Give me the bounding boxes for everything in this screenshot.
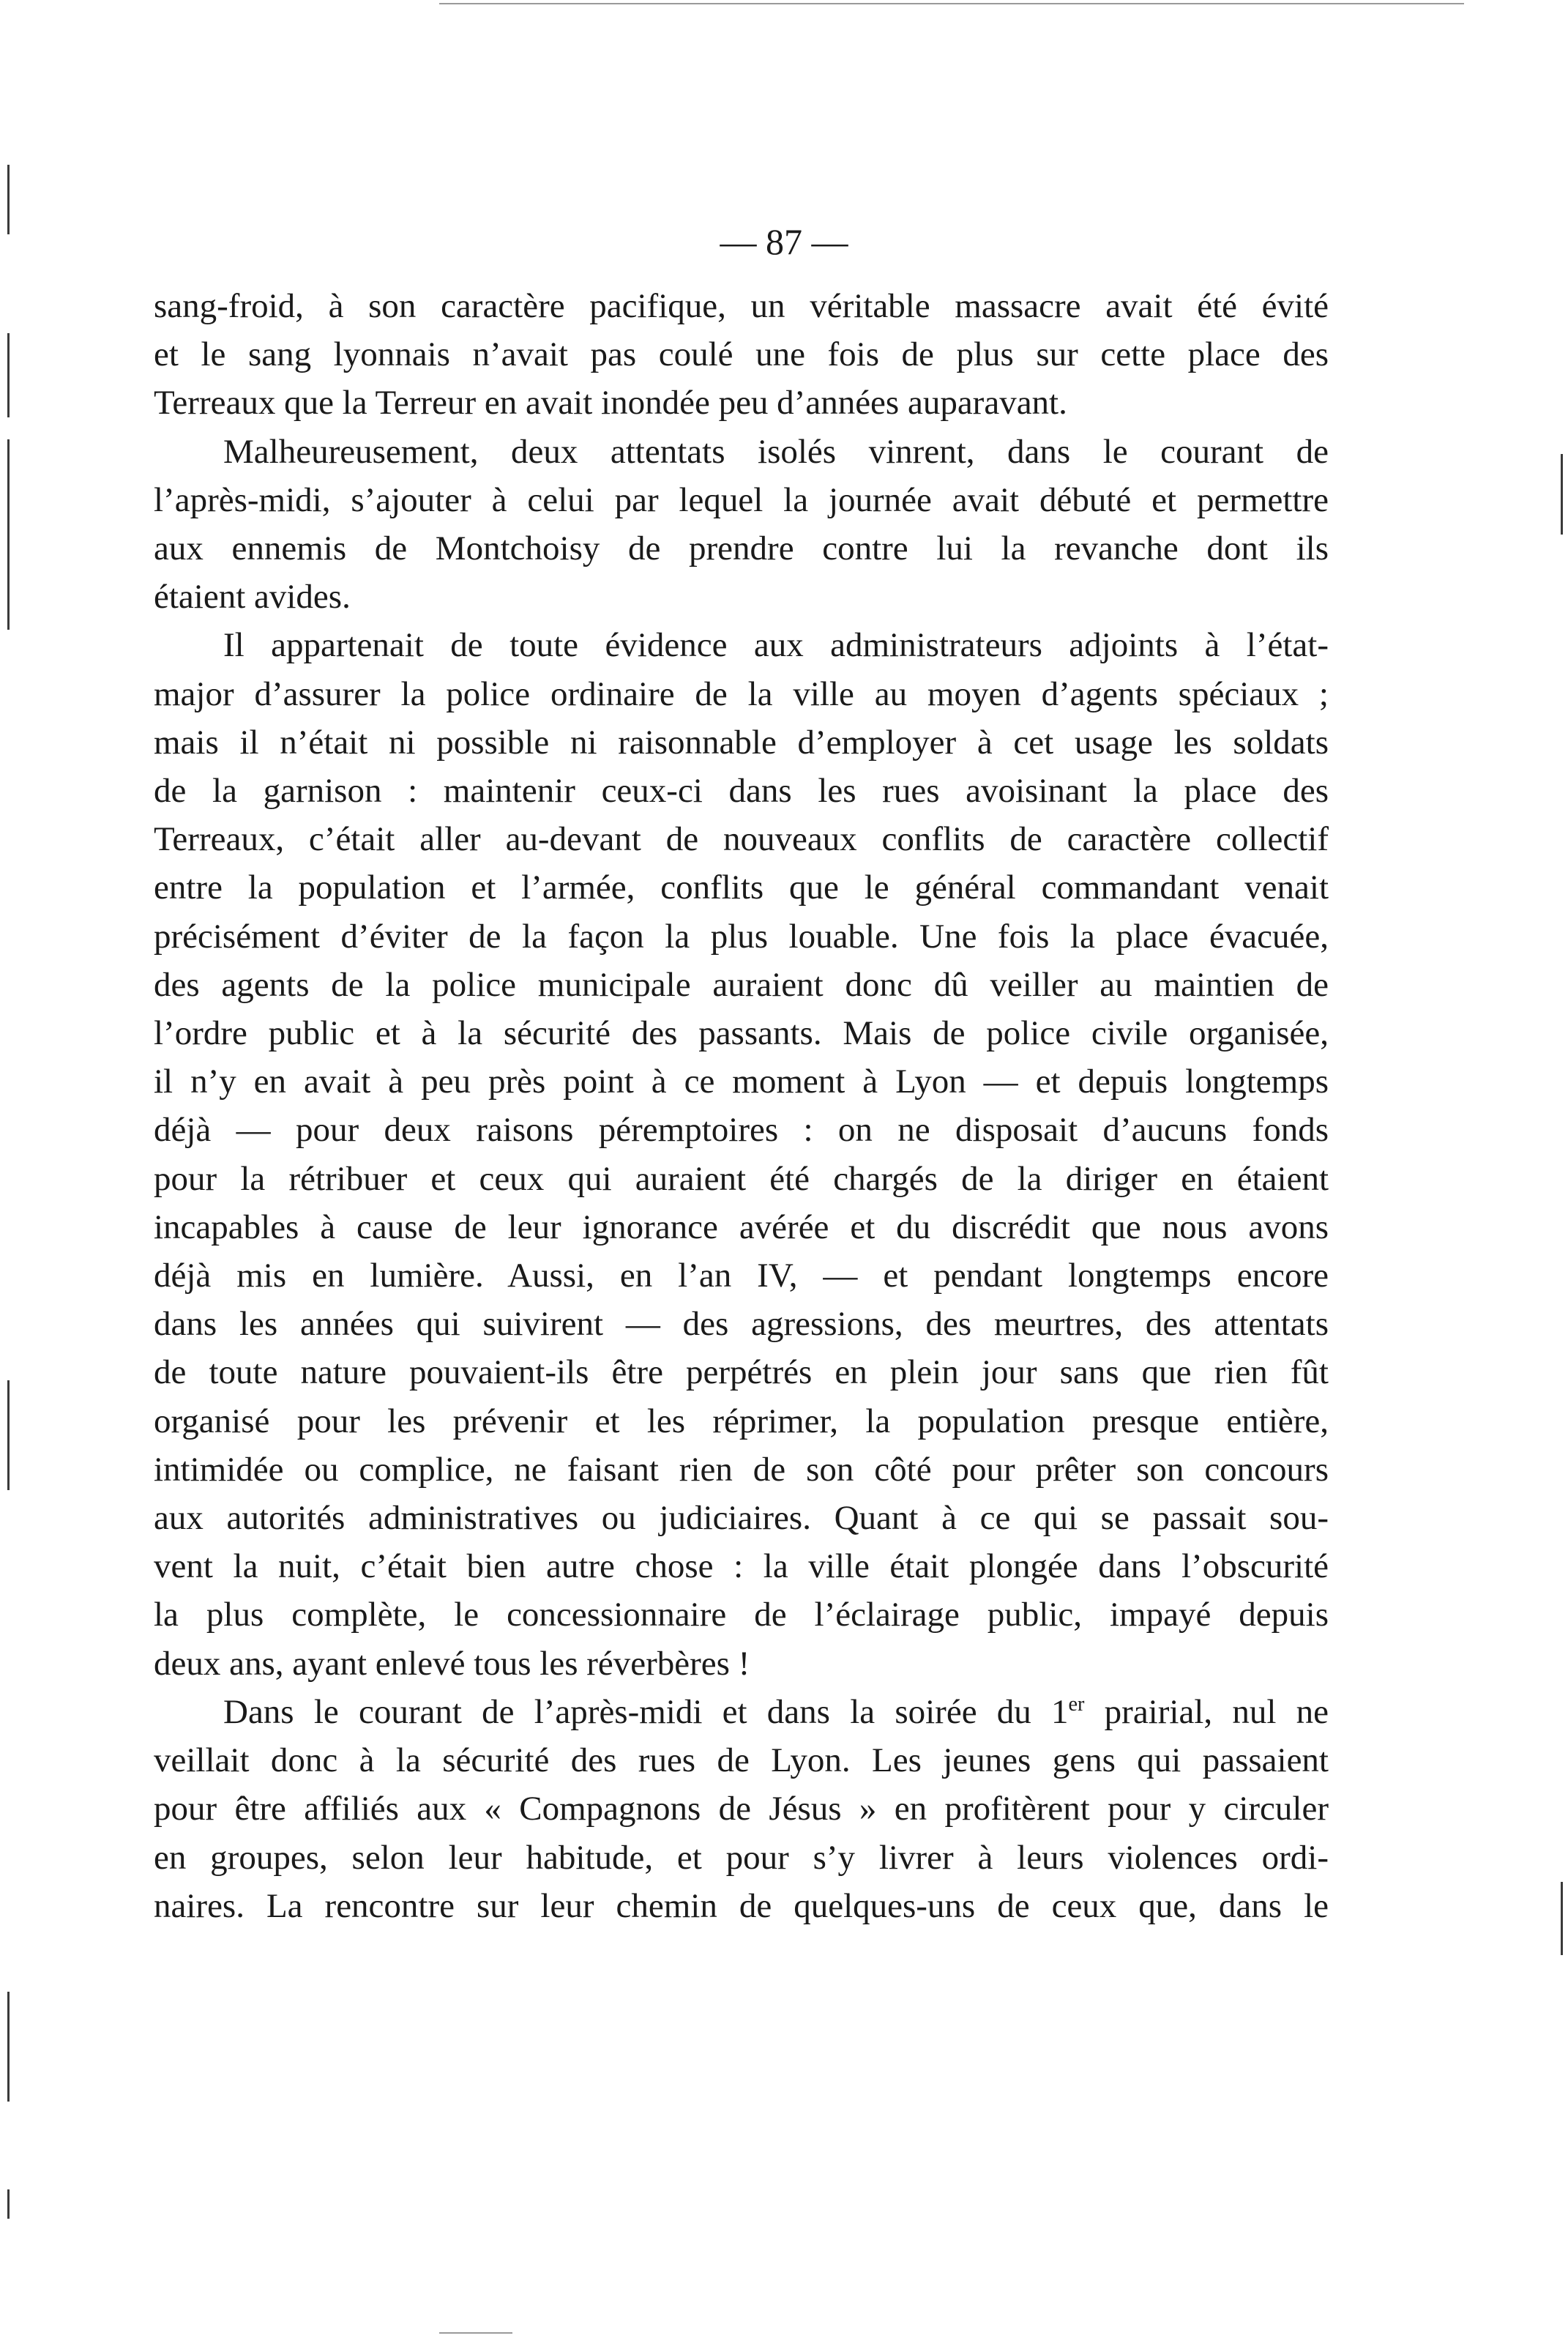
scan-edge-right-2: [1561, 1882, 1563, 1955]
text-line: Malheureusement, deux attentats isolés vinrent, dans le courant de: [223, 432, 1329, 471]
scan-edge-top: [439, 3, 1464, 4]
text-line: Il appartenait de toute évidence aux administrateurs adjoints à l’état-: [223, 626, 1329, 665]
scan-edge-left-6: [7, 2189, 10, 2219]
paragraph-4: [154, 1688, 1329, 1930]
text-fragment: Dans le courant de l’après-midi et dans la soirée du 1: [223, 1692, 1069, 1731]
text-line: Terreaux, c’était aller au-devant de nouveaux conflits de caractère collectif: [154, 820, 1329, 859]
scan-edge-left-5: [7, 1992, 10, 2102]
scan-edge-left-2: [7, 333, 10, 417]
text-line: l’ordre public et à la sécurité des passants. Mais de police civile organisée,: [154, 1014, 1329, 1053]
text-line: en groupes, selon leur habitude, et pour s’y livrer à leurs violences ordi-: [154, 1838, 1329, 1877]
text-line: deux ans, ayant enlevé tous les réverbères !: [154, 1644, 750, 1683]
text-line: intimidée ou complice, ne faisant rien de son côté pour prêter son concours: [154, 1450, 1329, 1489]
text-line: de toute nature pouvaient-ils être perpétrés en plein jour sans que rien fût: [154, 1353, 1329, 1392]
text-line: vent la nuit, c’était bien autre chose : la ville était plongée dans l’obscurité: [154, 1547, 1329, 1586]
text-line: dans les années qui suivirent — des agressions, des meurtres, des attentats: [154, 1305, 1329, 1344]
text-line: incapables à cause de leur ignorance avérée et du discrédit que nous avons: [154, 1207, 1329, 1246]
paragraph-1: [154, 282, 1329, 428]
text-line: sang-froid, à son caractère pacifique, un véritable massacre avait été évité: [154, 287, 1329, 325]
text-line: et le sang lyonnais n’avait pas coulé une fois de plus sur cette place des: [154, 335, 1329, 374]
paragraph-2: [154, 428, 1329, 622]
scan-edge-left-4: [7, 1380, 10, 1490]
text-line: aux ennemis de Montchoisy de prendre contre lui la revanche dont ils: [154, 529, 1329, 568]
text-line: la plus complète, le concessionnaire de l’éclairage public, impayé depuis: [154, 1596, 1329, 1634]
text-line: des agents de la police municipale auraient donc dû veiller au maintien de: [154, 965, 1329, 1004]
text-line: étaient avides.: [154, 578, 351, 617]
paragraph-3: [154, 621, 1329, 1687]
text-line: Terreaux que la Terreur en avait inondée peu d’années auparavant.: [154, 384, 1067, 423]
text-line: aux autorités administratives ou judiciaires. Quant à ce qui se passait sou-: [154, 1499, 1329, 1538]
text-line: naires. La rencontre sur leur chemin de quelques-uns de ceux que, dans le: [154, 1886, 1329, 1925]
text-fragment: prairial, nul ne: [1084, 1692, 1329, 1731]
text-line: pour la rétribuer et ceux qui auraient été chargés de la diriger en étaient: [154, 1159, 1329, 1198]
text-line: l’après-midi, s’ajouter à celui par lequel la journée avait débuté et permettre: [154, 480, 1329, 519]
text-line: pour être affiliés aux « Compagnons de Jésus » en profitèrent pour y circuler: [154, 1790, 1329, 1828]
text-line: entre la population et l’armée, conflits que le général commandant venait: [154, 868, 1329, 907]
scan-edge-left-3: [7, 439, 10, 630]
text-line-with-superscript: [154, 1688, 1329, 1736]
text-line: organisé pour les prévenir et les réprimer, la population presque entière,: [154, 1402, 1329, 1440]
text-line: il n’y en avait à peu près point à ce moment à Lyon — et depuis longtemps: [154, 1062, 1329, 1101]
text-line: major d’assurer la police ordinaire de la ville au moyen d’agents spéciaux ;: [154, 674, 1329, 713]
text-line: veillait donc à la sécurité des rues de Lyon. Les jeunes gens qui passaient: [154, 1741, 1329, 1780]
text-line: déjà — pour deux raisons péremptoires : on ne disposait d’aucuns fonds: [154, 1111, 1329, 1150]
scan-edge-bottom: [439, 2332, 512, 2334]
text-line: de la garnison : maintenir ceux-ci dans les rues avoisinant la place des: [154, 772, 1329, 811]
text-line: déjà mis en lumière. Aussi, en l’an IV, — et pendant longtemps encore: [154, 1257, 1329, 1295]
scan-edge-right-1: [1561, 454, 1563, 535]
page-number: — 87 —: [720, 221, 848, 262]
body-text: [154, 282, 1329, 1930]
text-line: mais il n’était ni possible ni raisonnable d’employer à cet usage les soldats: [154, 723, 1329, 762]
text-line: précisément d’éviter de la façon la plus louable. Une fois la place évacuée,: [154, 917, 1329, 956]
ordinal-superscript: er: [1068, 1692, 1085, 1716]
